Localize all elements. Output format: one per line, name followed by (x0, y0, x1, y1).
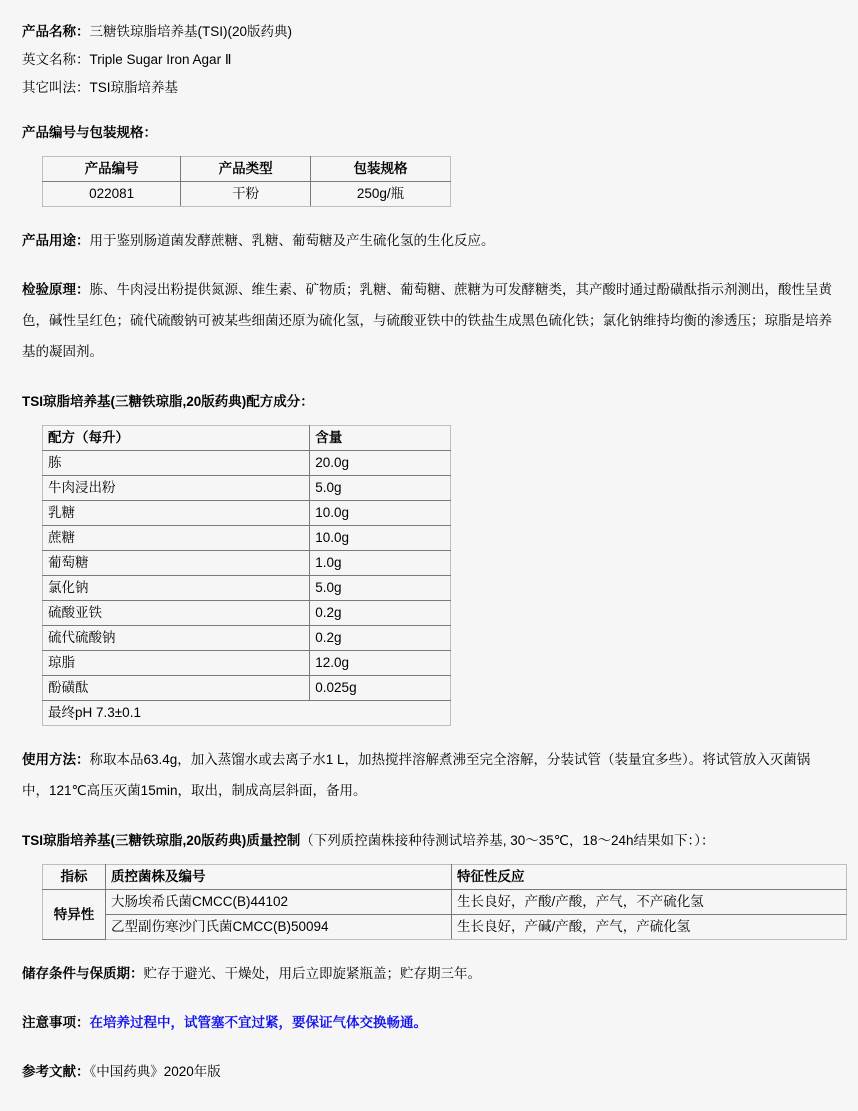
qc-cell-reaction: 生长良好，产碱/产酸，产气，产硫化氢 (452, 915, 847, 940)
qc-section-heading (22, 828, 836, 854)
formula-cell-ingredient: 氯化钠 (43, 576, 310, 601)
table-row (43, 551, 451, 576)
qc-table (42, 864, 847, 940)
product-name-label: 产品名称： (22, 24, 90, 39)
other-name-row (22, 74, 836, 102)
notice-text: 在培养过程中，试管塞不宜过紧，要保证气体交换畅通。 (89, 1015, 427, 1030)
formula-cell-ingredient: 硫代硫酸钠 (43, 626, 310, 651)
spec-cell-code: 022081 (43, 182, 181, 207)
usage-label: 使用方法： (22, 752, 90, 767)
usage-paragraph (22, 744, 836, 806)
qc-col-index: 指标 (43, 865, 106, 890)
table-row (43, 476, 451, 501)
table-row (43, 601, 451, 626)
formula-cell-ingredient: 琼脂 (43, 651, 310, 676)
table-row (43, 676, 451, 701)
table-row (43, 890, 847, 915)
other-name-label: 其它叫法： (22, 80, 90, 95)
formula-cell-ingredient: 硫酸亚铁 (43, 601, 310, 626)
principle-label: 检验原理： (22, 282, 90, 297)
product-name-row (22, 18, 836, 46)
storage-paragraph (22, 958, 836, 989)
formula-cell-ingredient: 蔗糖 (43, 526, 310, 551)
formula-cell-amount: 10.0g (310, 501, 451, 526)
storage-label: 储存条件与保质期： (22, 966, 144, 981)
principle-text: 胨、牛肉浸出粉提供氮源、维生素、矿物质；乳糖、葡萄糖、蔗糖为可发酵糖类，其产酸时通过酚磺酞指示剂测出，酸性呈黄色，碱性呈红色；硫代硫酸钠可被某些细菌还原为硫化氢，与硫酸亚铁中的铁盐生成黑色硫化铁；氯化钠维持均衡的渗透压；琼脂是培养基的凝固剂。 (22, 282, 832, 359)
reference-paragraph (22, 1056, 836, 1087)
formula-cell-amount: 1.0g (310, 551, 451, 576)
formula-cell-amount: 20.0g (310, 451, 451, 476)
spec-table-header-row (43, 157, 451, 182)
formula-col-ingredient: 配方（每升） (43, 426, 310, 451)
product-identity-block (22, 18, 836, 102)
spec-cell-type: 干粉 (181, 182, 311, 207)
english-name-label: 英文名称： (22, 52, 90, 67)
formula-cell-amount: 0.2g (310, 626, 451, 651)
table-row (43, 651, 451, 676)
english-name-value: Triple Sugar Iron Agar Ⅱ (89, 52, 232, 67)
qc-cell-index-specificity: 特异性 (43, 890, 106, 940)
formula-cell-ingredient: 乳糖 (43, 501, 310, 526)
formula-section-heading: TSI琼脂培养基(三糖铁琼脂,20版药典)配方成分： (22, 394, 314, 409)
qc-cell-strain: 大肠埃希氏菌CMCC(B)44102 (106, 890, 452, 915)
table-row (43, 626, 451, 651)
spec-cell-package: 250g/瓶 (311, 182, 451, 207)
qc-cell-strain: 乙型副伤寒沙门氏菌CMCC(B)50094 (106, 915, 452, 940)
formula-cell-ingredient: 葡萄糖 (43, 551, 310, 576)
table-row-ph (43, 701, 451, 726)
spec-col-code: 产品编号 (43, 157, 181, 182)
english-name-row (22, 46, 836, 74)
qc-heading-bold: TSI琼脂培养基(三糖铁琼脂,20版药典)质量控制 (22, 833, 301, 848)
purpose-paragraph (22, 225, 836, 256)
spec-col-type: 产品类型 (181, 157, 311, 182)
table-row (43, 526, 451, 551)
purpose-label: 产品用途： (22, 233, 90, 248)
spec-col-package: 包装规格 (311, 157, 451, 182)
qc-cell-reaction: 生长良好，产酸/产酸，产气，不产硫化氢 (452, 890, 847, 915)
usage-text: 称取本品63.4g，加入蒸馏水或去离子水1 L，加热搅拌溶解煮沸至完全溶解，分装试管（装量宜多些）。将试管放入灭菌锅中，121℃高压灭菌15min，取出，制成高层斜面，备用。 (22, 752, 811, 798)
table-row (43, 501, 451, 526)
spec-section-heading: 产品编号与包装规格： (22, 125, 157, 140)
formula-cell-ingredient: 牛肉浸出粉 (43, 476, 310, 501)
table-row (43, 915, 847, 940)
product-name-value: 三糖铁琼脂培养基(TSI)(20版药典) (89, 24, 292, 39)
formula-cell-ingredient: 胨 (43, 451, 310, 476)
formula-table-header-row (43, 426, 451, 451)
formula-col-amount: 含量 (310, 426, 451, 451)
table-row (43, 576, 451, 601)
notice-label: 注意事项： (22, 1015, 90, 1030)
qc-heading-condition: （下列质控菌株接种待测试培养基, 30～35℃，18～24h结果如下：）： (300, 833, 715, 848)
formula-cell-amount: 5.0g (310, 476, 451, 501)
spec-table (42, 156, 451, 207)
table-row (43, 451, 451, 476)
other-name-value: TSI琼脂培养基 (89, 80, 179, 95)
table-row (43, 182, 451, 207)
formula-cell-amount: 0.2g (310, 601, 451, 626)
principle-paragraph (22, 274, 836, 367)
formula-cell-amount: 0.025g (310, 676, 451, 701)
formula-cell-final-ph: 最终pH 7.3±0.1 (43, 701, 451, 726)
storage-text: 贮存于避光、干燥处，用后立即旋紧瓶盖；贮存期三年。 (143, 966, 481, 981)
formula-cell-ingredient: 酚磺酞 (43, 676, 310, 701)
reference-text: 《中国药典》2020年版 (89, 1064, 221, 1079)
qc-col-strain: 质控菌株及编号 (106, 865, 452, 890)
formula-cell-amount: 10.0g (310, 526, 451, 551)
reference-label: 参考文献： (22, 1064, 90, 1079)
qc-col-reaction: 特征性反应 (452, 865, 847, 890)
purpose-text: 用于鉴别肠道菌发酵蔗糖、乳糖、葡萄糖及产生硫化氢的生化反应。 (89, 233, 495, 248)
formula-cell-amount: 12.0g (310, 651, 451, 676)
qc-table-header-row (43, 865, 847, 890)
formula-table (42, 425, 451, 726)
formula-cell-amount: 5.0g (310, 576, 451, 601)
